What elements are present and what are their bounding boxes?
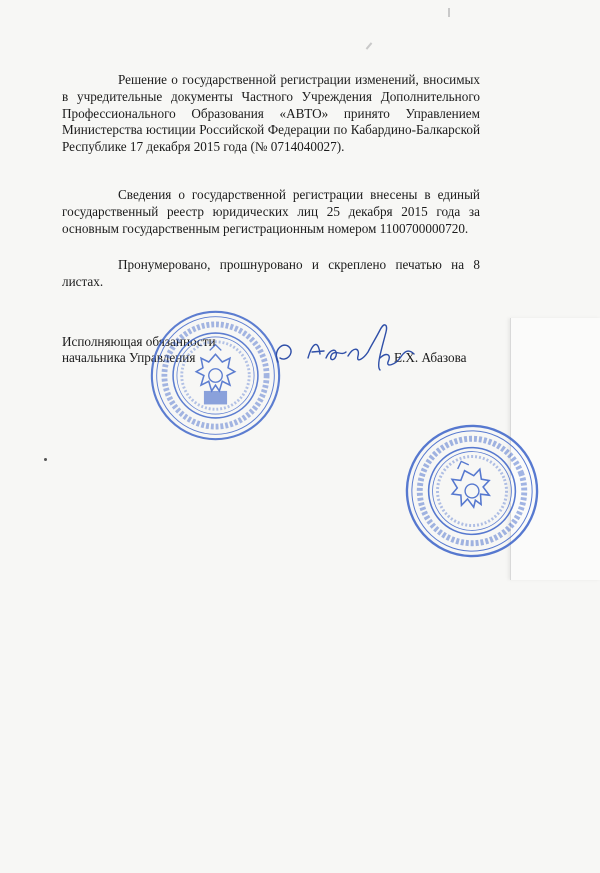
signatory-name: Е.Х. Абазова [394,350,467,365]
signatory-position-line1: Исполняющая обязанности [62,334,216,349]
handwritten-signature [268,318,438,378]
paragraph-registration-decision: Решение о государственной регистрации изменений, вносимых в учредительные документы Частного Учреждения Дополнительного Профессионального Образования «АВТО» принято Управлением Министерства юстиции Российской Федерации по Кабардино-Балкарской Республике 17 декабря 2015 года (№ 0714040027). [62,72,480,155]
official-seal-stamp-second [403,422,541,560]
signatory-position-line2: начальника Управления [62,350,196,365]
paper-speck [448,8,450,17]
ink-dot [44,458,47,461]
paragraph-binding-note: Пронумеровано, прошнуровано и скреплено печатью на 8 листах. [62,257,480,289]
official-seal-stamp [148,308,283,443]
paragraph-registry-entry: Сведения о государственной регистрации внесены в единый государственный реестр юридических лиц 25 декабря 2015 года за основным государственным регистрационным номером 1100700000720. [62,187,480,236]
paper-speck [366,42,373,49]
